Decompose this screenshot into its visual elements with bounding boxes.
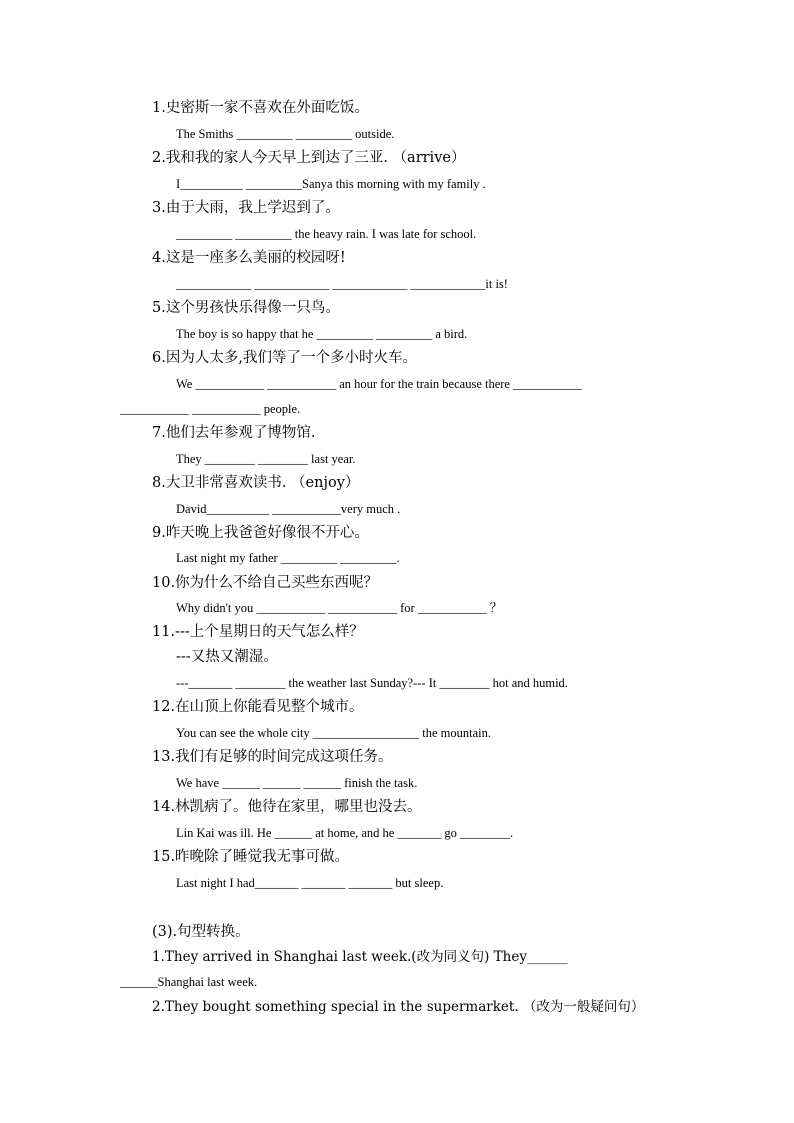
question-7-english: They ________ ________ last year. <box>176 452 356 466</box>
question-11-chinese-answer: ---又热又潮湿。 <box>176 649 278 665</box>
question-13-chinese: 13.我们有足够的时间完成这项任务。 <box>152 749 393 765</box>
question-7-chinese: 7.他们去年参观了博物馆. <box>152 425 316 441</box>
question-1-chinese: 1.史密斯一家不喜欢在外面吃饭。 <box>152 100 369 116</box>
question-11-chinese: 11.---上个星期日的天气怎么样？ <box>152 624 364 640</box>
question-8-english: David__________ ___________very much . <box>176 502 401 516</box>
question-6-english: We ___________ ___________ an hour for the train because there ___________ <box>176 377 582 391</box>
question-14-english: Lin Kai was ill. He ______ at home, and he _______ go ________. <box>176 826 514 840</box>
question-10-chinese: 10.你为什么不给自己买些东西呢？ <box>152 575 379 591</box>
question-8-chinese: 8.大卫非常喜欢读书. （enjoy） <box>152 475 360 491</box>
question-14-chinese: 14.林凯病了。他待在家里，哪里也没去。 <box>152 799 422 815</box>
question-4-chinese: 4.这是一座多么美丽的校园呀! <box>152 250 346 266</box>
question-2-chinese: 2.我和我的家人今天早上到达了三亚. （arrive） <box>152 150 466 166</box>
question-9-english: Last night my father _________ _________. <box>176 551 400 565</box>
question-4-english: ____________ ____________ ____________ ____________it is! <box>176 277 508 291</box>
question-6-chinese: 6.因为人太多,我们等了一个多小时火车。 <box>152 350 417 366</box>
question-2-english: I__________ _________Sanya this morning with my family . <box>176 177 486 191</box>
question-1-english: The Smiths _________ _________ outside. <box>176 127 395 141</box>
question-12-chinese: 12.在山顶上你能看见整个城市。 <box>152 699 364 715</box>
transform-question-1: 1.They arrived in Shanghai last week.(改为同义句) They______ <box>152 949 568 965</box>
question-6-english-continued: ___________ ___________ people. <box>120 402 301 416</box>
question-12-english: You can see the whole city _________________ the mountain. <box>176 726 492 740</box>
question-13-english: We have ______ ______ ______ finish the task. <box>176 776 418 790</box>
transform-question-1-continued: ______Shanghai last week. <box>120 975 258 989</box>
section-title: (3).句型转换。 <box>152 924 250 940</box>
transform-question-2: 2.They bought something special in the supermarket. （改为一般疑问句） <box>152 999 645 1015</box>
question-5-chinese: 5.这个男孩快乐得像一只鸟。 <box>152 300 340 316</box>
question-15-chinese: 15.昨晚除了睡觉我无事可做。 <box>152 849 350 865</box>
question-5-english: The boy is so happy that he _________ _________ a bird. <box>176 327 468 341</box>
question-3-chinese: 3.由于大雨，我上学迟到了。 <box>152 200 340 216</box>
question-10-english: Why didn't you ___________ ___________ for ___________ ？ <box>176 601 503 615</box>
question-15-english: Last night I had_______ _______ _______ but sleep. <box>176 876 444 890</box>
question-11-english: ---_______ ________ the weather last Sunday?--- It ________ hot and humid. <box>176 676 568 690</box>
question-9-chinese: 9.昨天晚上我爸爸好像很不开心。 <box>152 525 369 541</box>
question-3-english: _________ _________ the heavy rain. I was late for school. <box>176 227 477 241</box>
